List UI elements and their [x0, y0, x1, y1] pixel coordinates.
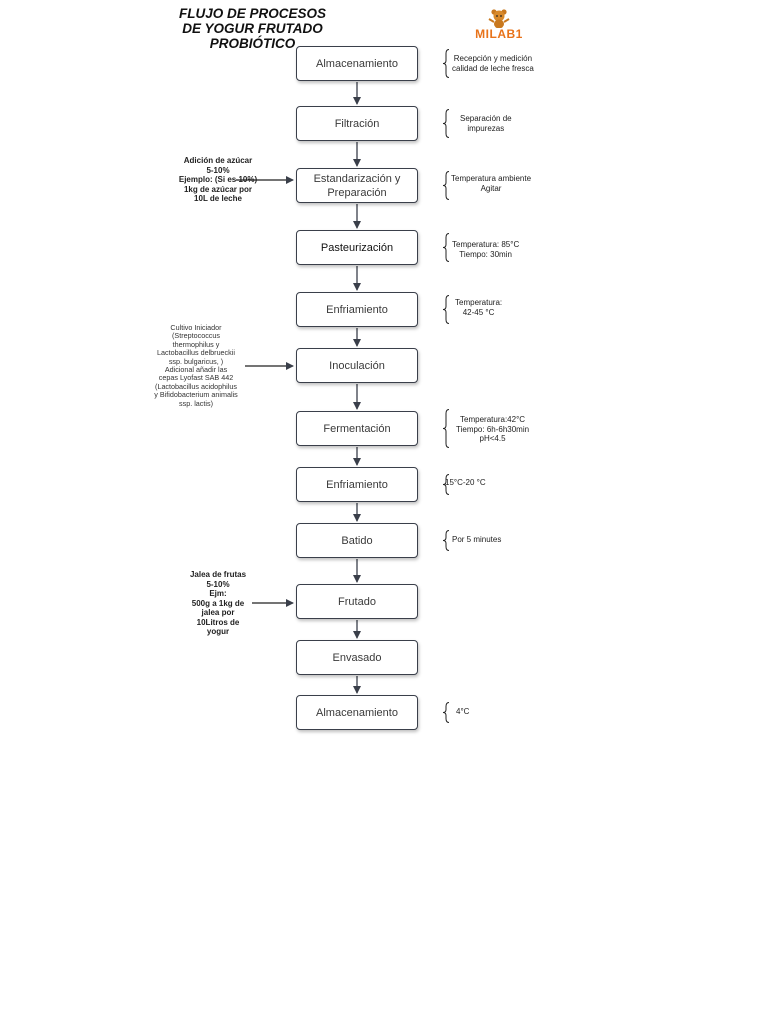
title-line-3: PROBIÓTICO: [209, 36, 296, 51]
step-note-3: Temperatura ambiente Agitar: [451, 174, 532, 193]
logo-text: MILAB1: [475, 27, 523, 41]
step-note-1: Recepción y medición calidad de leche fresca: [452, 54, 534, 73]
process-step-8: Enfriamiento: [296, 467, 418, 502]
process-step-9: Batido: [296, 523, 418, 558]
step-note-4: Temperatura: 85°C Tiempo: 30min: [452, 240, 520, 259]
note-brace: [443, 410, 449, 448]
step-note-7: Temperatura:42°C Tiempo: 6h-6h30min pH<4.5: [456, 415, 530, 443]
fruit-input-note: Jalea de frutas 5-10% Ejm: 500g a 1kg de jalea por 10Litros de yogur: [189, 570, 247, 636]
note-brace: [443, 703, 449, 723]
step-note-9: Por 5 minutes: [452, 535, 502, 544]
step-note-5: Temperatura: 42-45 °C: [455, 298, 503, 317]
step-note-2: Separación de impurezas: [460, 114, 512, 133]
process-step-4: Pasteurización: [296, 230, 418, 265]
note-brace: [443, 531, 449, 551]
note-brace: [443, 296, 449, 324]
title-line-1: FLUJO DE PROCESOS: [178, 6, 327, 21]
note-brace: [443, 172, 449, 200]
process-step-11: Envasado: [296, 640, 418, 675]
note-brace: [443, 110, 449, 138]
process-step-3: Estandarización y Preparación: [296, 168, 418, 203]
sugar-input-note: Adición de azúcar 5-10% Ejemplo: (Si es 10%) 1kg de azúcar por 10L de leche: [178, 156, 258, 203]
process-step-7: Fermentación: [296, 411, 418, 446]
process-step-6: Inoculación: [296, 348, 418, 383]
step-note-8: 15°C-20 °C: [445, 478, 486, 487]
title-line-2: DE YOGUR FRUTADO: [182, 21, 323, 36]
process-step-1: Almacenamiento: [296, 46, 418, 81]
process-step-12: Almacenamiento: [296, 695, 418, 730]
process-step-5: Enfriamiento: [296, 292, 418, 327]
process-step-2: Filtración: [296, 106, 418, 141]
note-brace: [443, 234, 449, 262]
culture-input-note: Cultivo Iniciador (Streptococcus thermophilus y Lactobacillus delbrueckii ssp. bulgaricus, ) Adicional añadir las cepas Lyofast SAB 442 (Lactobacillus acidophilus y Bifidobacterium animalis ssp. lactis): [154, 323, 238, 408]
note-brace: [443, 50, 449, 78]
step-note-12: 4°C: [456, 707, 470, 716]
process-step-10: Frutado: [296, 584, 418, 619]
